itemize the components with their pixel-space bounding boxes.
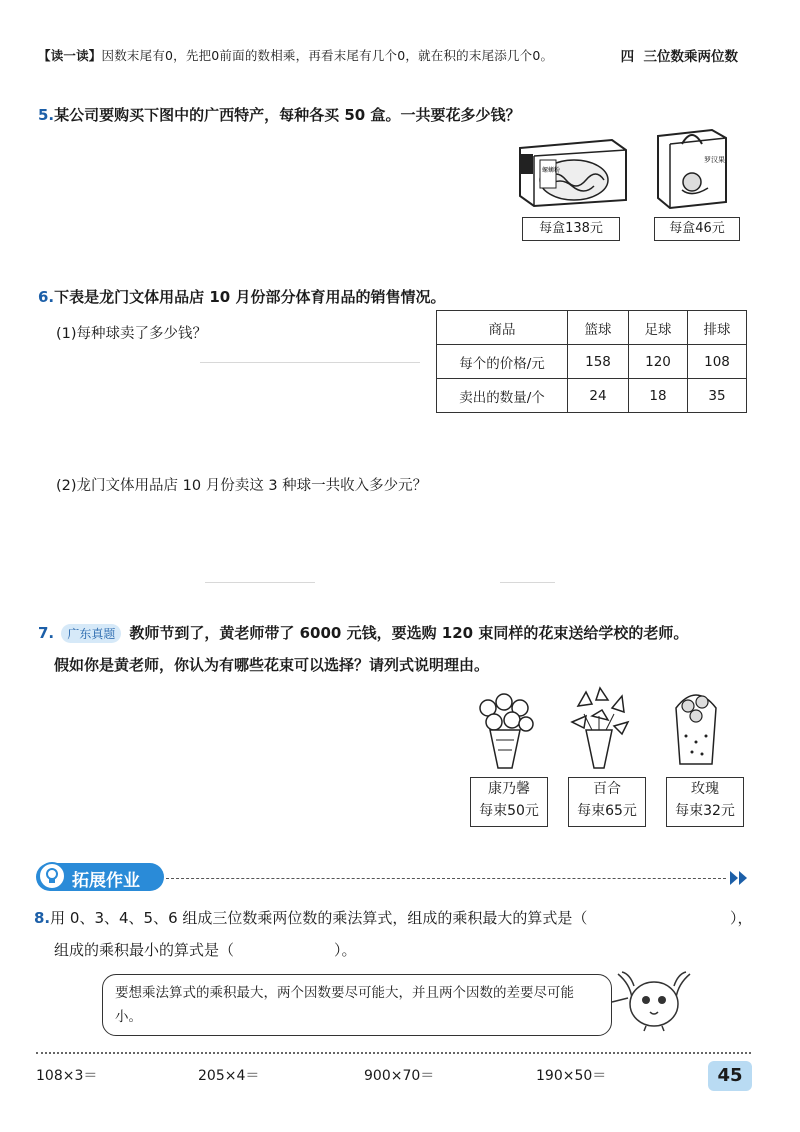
- answer-blank-close-1: ），: [730, 909, 753, 927]
- flower-label-carnation: [470, 777, 548, 827]
- table-cell: 120: [629, 345, 688, 379]
- question-number: 5.: [38, 106, 55, 124]
- box-label-1: 螺蛳粉: [542, 167, 561, 174]
- question-8: [34, 907, 587, 928]
- mascot-owl-icon: [608, 968, 700, 1032]
- flower-name: 康乃馨: [488, 781, 530, 797]
- chapter-number: 四: [620, 49, 635, 65]
- banner-title: 拓展作业: [72, 871, 140, 891]
- table-cell: 108: [688, 345, 747, 379]
- dashed-divider: [166, 878, 726, 879]
- question-number: 6.: [38, 288, 55, 306]
- answer-line: [500, 582, 555, 583]
- reading-tip: [38, 46, 553, 64]
- dotted-divider: [36, 1052, 751, 1054]
- price-tag-2: 每盒46元: [654, 217, 740, 241]
- tip-label: 【读一读】: [38, 48, 102, 63]
- sales-table: [436, 310, 747, 413]
- table-cell: 158: [568, 345, 629, 379]
- question-8-line2: [54, 939, 357, 960]
- answer-line: [205, 582, 315, 583]
- table-header-cell: 商品: [437, 311, 568, 345]
- carnation-bouquet-icon: [474, 690, 536, 774]
- question-text: 某公司要购买下图中的广西特产，每种各买 50 盒。一共要花多少钱？: [54, 106, 521, 124]
- hint-bubble: 要想乘法算式的乘积最大，两个因数要尽可能大，并且两个因数的差要尽可能小。: [102, 974, 612, 1036]
- lightbulb-icon: [38, 862, 66, 890]
- answer-line: [200, 362, 420, 363]
- question-text-line1: 教师节到了，黄老师带了 6000 元钱，要选购 120 束同样的花束送给学校的老师。: [129, 624, 689, 642]
- chapter-title: 三位数乘两位数: [643, 49, 738, 65]
- question-text-line2: 组成的乘积最小的算式是（: [54, 941, 235, 959]
- flower-price: 每束50元: [479, 803, 539, 819]
- table-header-row: [437, 311, 747, 345]
- question-text-line1: 用 0、3、4、5、6 组成三位数乘两位数的乘法算式，组成的乘积最大的算式是（: [50, 909, 588, 927]
- page-number: 45: [708, 1061, 752, 1091]
- question-7-line2: 假如你是黄老师，你认为有哪些花束可以选择？请列式说明理由。: [54, 656, 490, 674]
- flower-label-lily: [568, 777, 646, 827]
- double-arrow-icon: [730, 871, 750, 885]
- flower-name: 玫瑰: [691, 781, 719, 797]
- question-6: [38, 286, 445, 307]
- tip-text: 因数末尾有0，先把0前面的数相乘，再看末尾有几个0，就在积的末尾添几个0。: [101, 48, 554, 63]
- practice-calc-4: 190×50＝: [536, 1068, 607, 1084]
- table-cell: 每个的价格/元: [437, 345, 568, 379]
- table-cell: 18: [629, 379, 688, 413]
- flower-label-rose: [666, 777, 744, 827]
- rose-bouquet-icon: [666, 684, 726, 774]
- question-number: 8.: [34, 909, 51, 927]
- sub-question-1: (1)每种球卖了多少钱？: [56, 326, 208, 342]
- practice-calc-3: 900×70＝: [364, 1068, 435, 1084]
- table-cell: 24: [568, 379, 629, 413]
- question-7: [38, 622, 688, 643]
- table-cell: 卖出的数量/个: [437, 379, 568, 413]
- question-text: 下表是龙门文体用品店 10 月份部分体育用品的销售情况。: [54, 288, 446, 306]
- luohan-fruit-box-illustration: [652, 126, 732, 210]
- table-header-cell: 足球: [629, 311, 688, 345]
- flower-price: 每束65元: [577, 803, 637, 819]
- source-tag: 广东真题: [61, 624, 121, 643]
- sub-question-2: (2)龙门文体用品店 10 月份卖这 3 种球一共收入多少元？: [56, 478, 428, 494]
- flower-name: 百合: [593, 781, 621, 797]
- table-header-cell: 排球: [688, 311, 747, 345]
- answer-blank-close-2: ）。: [334, 941, 357, 959]
- box-label-2: 罗汉果: [704, 156, 725, 164]
- price-tag-1: 每盒138元: [522, 217, 620, 241]
- table-row: [437, 379, 747, 413]
- table-row: [437, 345, 747, 379]
- flower-price: 每束32元: [675, 803, 735, 819]
- extension-banner: [36, 863, 164, 891]
- table-header-cell: 篮球: [568, 311, 629, 345]
- lily-bouquet-icon: [566, 686, 632, 774]
- question-number: 7.: [38, 624, 55, 642]
- practice-calc-1: 108×3＝: [36, 1068, 98, 1084]
- table-cell: 35: [688, 379, 747, 413]
- question-5: [38, 104, 520, 125]
- practice-calc-2: 205×4＝: [198, 1068, 260, 1084]
- chapter-heading: [621, 45, 738, 65]
- snail-noodle-box-illustration: [512, 134, 632, 210]
